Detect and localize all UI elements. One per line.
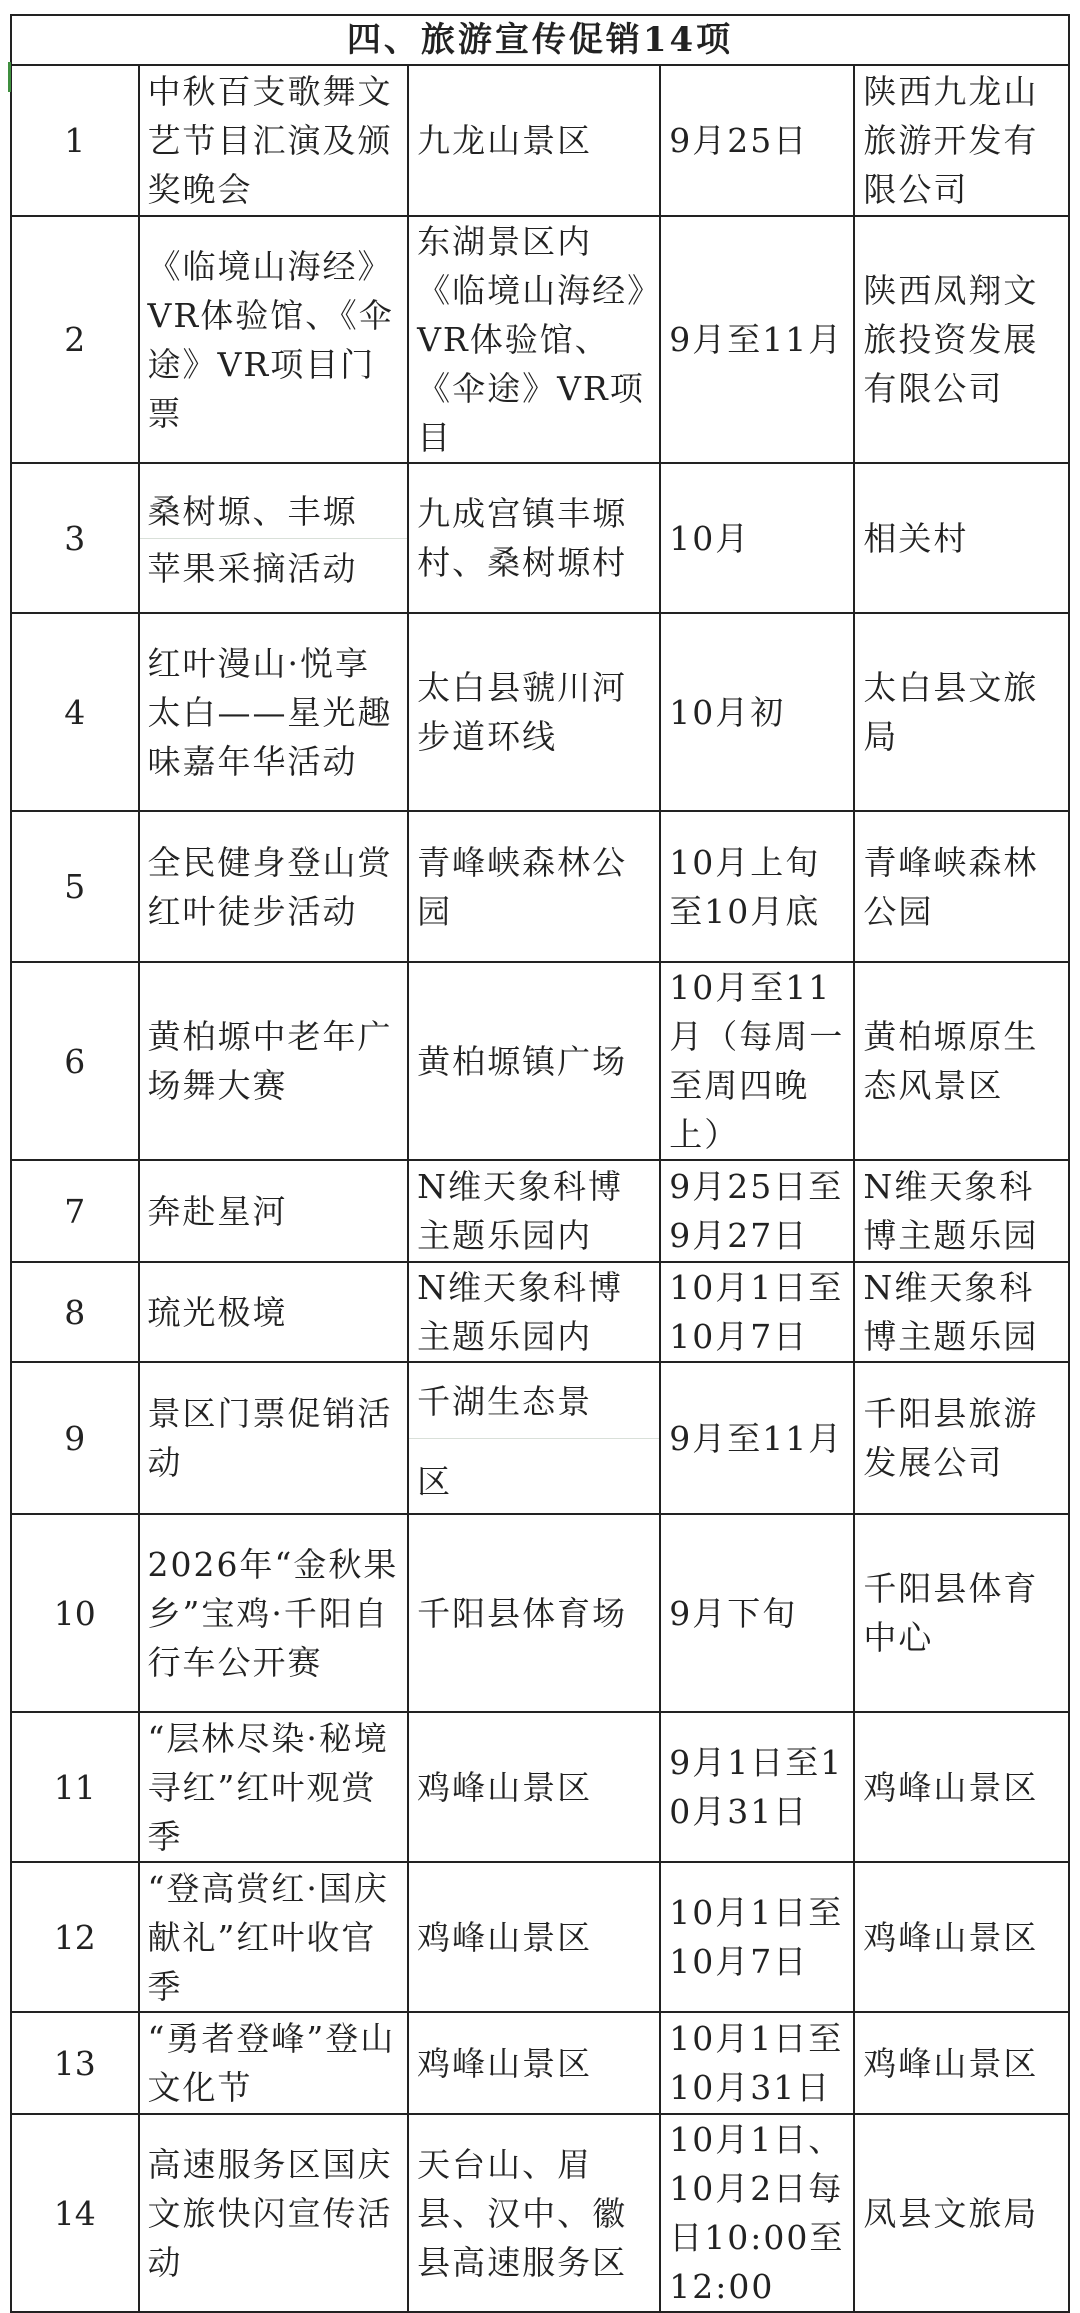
activity-name: 奔赴星河 (139, 1160, 409, 1262)
activity-place-line: 千湖生态景 (417, 1381, 593, 1421)
activity-time: 10月初 (660, 613, 854, 811)
activity-organizer: 青峰峡森林公园 (854, 811, 1069, 962)
activity-organizer: 千阳县旅游发展公司 (854, 1362, 1069, 1514)
activity-organizer: 鸡峰山景区 (854, 1862, 1069, 2012)
promotion-table (10, 14, 1070, 2313)
activity-place: N维天象科博主题乐园内 (408, 1262, 660, 1362)
activity-place-line: 区 (417, 1461, 453, 1501)
table-title: 四、旅游宣传促销14项 (11, 15, 1069, 65)
activity-name: 2026年“金秋果乡”宝鸡·千阳自行车公开赛 (139, 1514, 409, 1712)
activity-place (408, 1362, 660, 1514)
row-number: 12 (11, 1862, 139, 2012)
activity-organizer: 鸡峰山景区 (854, 2012, 1069, 2114)
table-row (11, 216, 1069, 463)
row-number: 7 (11, 1160, 139, 1262)
table-row (11, 65, 1069, 216)
activity-organizer: 凤县文旅局 (854, 2114, 1069, 2312)
activity-place: 九龙山景区 (408, 65, 660, 216)
activity-place: 鸡峰山景区 (408, 1862, 660, 2012)
row-number: 14 (11, 2114, 139, 2312)
activity-name: 中秋百支歌舞文艺节目汇演及颁奖晚会 (139, 65, 409, 216)
activity-time: 9月1日至10月31日 (660, 1712, 854, 1862)
row-number: 8 (11, 1262, 139, 1362)
activity-organizer: 相关村 (854, 463, 1069, 613)
table-row (11, 1862, 1069, 2012)
table-row (11, 613, 1069, 811)
cell-selection-edge (8, 62, 11, 92)
activity-time: 10月1日至10月7日 (660, 1862, 854, 2012)
table-row (11, 1160, 1069, 1262)
promotion-sheet (10, 14, 1070, 2313)
table-row (11, 1362, 1069, 1514)
activity-place: 天台山、眉县、汉中、徽县高速服务区 (408, 2114, 660, 2312)
activity-time: 10月上旬至10月底 (660, 811, 854, 962)
activity-organizer: 千阳县体育中心 (854, 1514, 1069, 1712)
activity-time: 9月25日至9月27日 (660, 1160, 854, 1262)
row-number: 10 (11, 1514, 139, 1712)
row-number: 13 (11, 2012, 139, 2114)
activity-name: 高速服务区国庆文旅快闪宣传活动 (139, 2114, 409, 2312)
table-row (11, 463, 1069, 613)
activity-place: 黄柏塬镇广场 (408, 962, 660, 1160)
activity-name-line: 桑树塬、丰塬 (147, 491, 358, 531)
row-number: 9 (11, 1362, 139, 1514)
activity-name: 黄柏塬中老年广场舞大赛 (139, 962, 409, 1160)
activity-place: 东湖景区内《临境山海经》VR体验馆、《伞途》VR项目 (408, 216, 660, 463)
activity-place: 鸡峰山景区 (408, 2012, 660, 2114)
activity-time: 9月下旬 (660, 1514, 854, 1712)
activity-place: 鸡峰山景区 (408, 1712, 660, 1862)
activity-name (139, 463, 409, 613)
activity-place: 青峰峡森林公园 (408, 811, 660, 962)
activity-time: 10月 (660, 463, 854, 613)
row-number: 6 (11, 962, 139, 1160)
activity-time: 9月至11月 (660, 216, 854, 463)
activity-place: 九成宫镇丰塬村、桑树塬村 (408, 463, 660, 613)
row-number: 11 (11, 1712, 139, 1862)
table-row (11, 1262, 1069, 1362)
activity-name: “勇者登峰”登山文化节 (139, 2012, 409, 2114)
activity-time: 9月至11月 (660, 1362, 854, 1514)
row-number: 2 (11, 216, 139, 463)
activity-organizer: 太白县文旅局 (854, 613, 1069, 811)
row-number: 4 (11, 613, 139, 811)
activity-name: 《临境山海经》VR体验馆、《伞途》VR项目门票 (139, 216, 409, 463)
table-row (11, 2114, 1069, 2312)
table-row (11, 1514, 1069, 1712)
activity-organizer: 陕西九龙山旅游开发有限公司 (854, 65, 1069, 216)
row-number: 3 (11, 463, 139, 613)
activity-time: 10月至11月（每周一至周四晚上） (660, 962, 854, 1160)
activity-name: 琉光极境 (139, 1262, 409, 1362)
activity-name: 红叶漫山·悦享太白——星光趣味嘉年华活动 (139, 613, 409, 811)
table-row (11, 811, 1069, 962)
activity-place: 千阳县体育场 (408, 1514, 660, 1712)
activity-time: 9月25日 (660, 65, 854, 216)
activity-organizer: 陕西凤翔文旅投资发展有限公司 (854, 216, 1069, 463)
table-row (11, 2012, 1069, 2114)
activity-organizer: N维天象科博主题乐园 (854, 1262, 1069, 1362)
activity-name: “登高赏红·国庆献礼”红叶收官季 (139, 1862, 409, 2012)
activity-name: 景区门票促销活动 (139, 1362, 409, 1514)
activity-time: 10月1日至10月7日 (660, 1262, 854, 1362)
activity-organizer: N维天象科博主题乐园 (854, 1160, 1069, 1262)
activity-name: 全民健身登山赏红叶徒步活动 (139, 811, 409, 962)
activity-time: 10月1日至10月31日 (660, 2012, 854, 2114)
activity-place: 太白县虢川河步道环线 (408, 613, 660, 811)
activity-organizer: 黄柏塬原生态风景区 (854, 962, 1069, 1160)
table-row (11, 1712, 1069, 1862)
activity-place: N维天象科博主题乐园内 (408, 1160, 660, 1262)
table-row (11, 962, 1069, 1160)
activity-time: 10月1日、10月2日每日10:00至12:00 (660, 2114, 854, 2312)
row-number: 5 (11, 811, 139, 962)
row-number: 1 (11, 65, 139, 216)
activity-name: “层林尽染·秘境寻红”红叶观赏季 (139, 1712, 409, 1862)
activity-organizer: 鸡峰山景区 (854, 1712, 1069, 1862)
activity-name-line: 苹果采摘活动 (147, 548, 358, 588)
